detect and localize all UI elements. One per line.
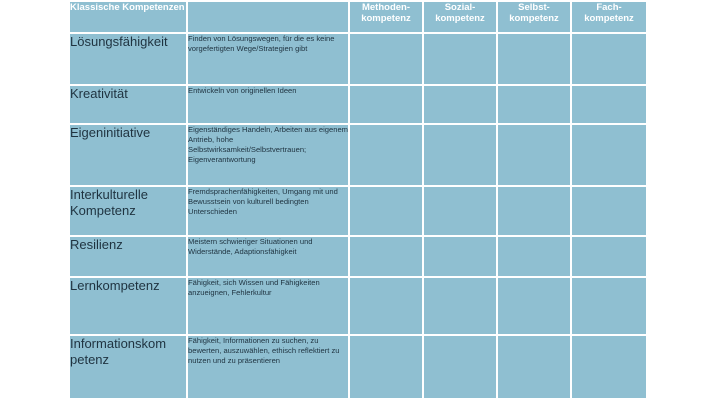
- header-fachkompetenz: Fach-kompetenz: [572, 2, 646, 32]
- competence-description: Fähigkeit, sich Wissen und Fähigkeiten anzueignen, Fehlerkultur: [188, 278, 348, 335]
- competence-description: Entwickeln von originellen Ideen: [188, 86, 348, 123]
- cell-selbst: [498, 237, 570, 275]
- header-selbstkompetenz: Selbst-kompetenz: [498, 2, 570, 32]
- table-row: [70, 86, 646, 123]
- competence-description: Eigenständiges Handeln, Arbeiten aus eigenem Antrieb, hohe Selbstwirksamkeit/Selbstvertrauen; Eigenverantwortung: [188, 125, 348, 185]
- cell-selbst: [498, 34, 570, 84]
- table-row: [70, 237, 646, 275]
- cell-methoden: [350, 278, 422, 335]
- cell-methoden: [350, 187, 422, 236]
- competence-description: Finden von Lösungswegen, für die es keine vorgefertigten Wege/Strategien gibt: [188, 34, 348, 84]
- cell-sozial: [424, 34, 496, 84]
- competence-name: Resilienz: [70, 237, 186, 275]
- header-description: [188, 2, 348, 32]
- cell-sozial: [424, 187, 496, 236]
- header-klassische-kompetenzen: Klassische Kompetenzen: [70, 2, 186, 32]
- cell-fach: [572, 336, 646, 398]
- cell-fach: [572, 237, 646, 275]
- competence-description: Fähigkeit, Informationen zu suchen, zu bewerten, auszuwählen, ethisch reflektiert zu nutzen und zu präsentieren: [188, 336, 348, 398]
- competence-name: Kreativität: [70, 86, 186, 123]
- cell-sozial: [424, 278, 496, 335]
- cell-selbst: [498, 278, 570, 335]
- competence-name: Eigeninitiative: [70, 125, 186, 185]
- cell-sozial: [424, 86, 496, 123]
- header-methodenkompetenz: Methoden-kompetenz: [350, 2, 422, 32]
- cell-methoden: [350, 34, 422, 84]
- table-row: [70, 34, 646, 84]
- competence-name: Lernkompetenz: [70, 278, 186, 335]
- cell-selbst: [498, 336, 570, 398]
- cell-fach: [572, 34, 646, 84]
- table-row: [70, 278, 646, 335]
- cell-methoden: [350, 336, 422, 398]
- table-row: [70, 125, 646, 185]
- cell-sozial: [424, 125, 496, 185]
- cell-fach: [572, 125, 646, 185]
- cell-sozial: [424, 237, 496, 275]
- competence-name: Lösungsfähigkeit: [70, 34, 186, 84]
- header-sozialkompetenz: Sozial-kompetenz: [424, 2, 496, 32]
- cell-fach: [572, 278, 646, 335]
- cell-fach: [572, 86, 646, 123]
- table-row: [70, 336, 646, 398]
- competence-name: Informationskom petenz: [70, 336, 186, 398]
- cell-selbst: [498, 86, 570, 123]
- competence-description: Fremdsprachenfähigkeiten, Umgang mit und Bewusstsein von kulturell bedingten Unterschieden: [188, 187, 348, 236]
- header-row: [70, 2, 646, 32]
- competence-description: Meistern schwieriger Situationen und Widerstände, Adaptionsfähigkeit: [188, 237, 348, 275]
- cell-selbst: [498, 187, 570, 236]
- competence-name: Interkulturelle Kompetenz: [70, 187, 186, 236]
- competence-matrix: [68, 0, 648, 400]
- cell-methoden: [350, 125, 422, 185]
- cell-sozial: [424, 336, 496, 398]
- cell-methoden: [350, 86, 422, 123]
- cell-selbst: [498, 125, 570, 185]
- cell-fach: [572, 187, 646, 236]
- table-row: [70, 187, 646, 236]
- cell-methoden: [350, 237, 422, 275]
